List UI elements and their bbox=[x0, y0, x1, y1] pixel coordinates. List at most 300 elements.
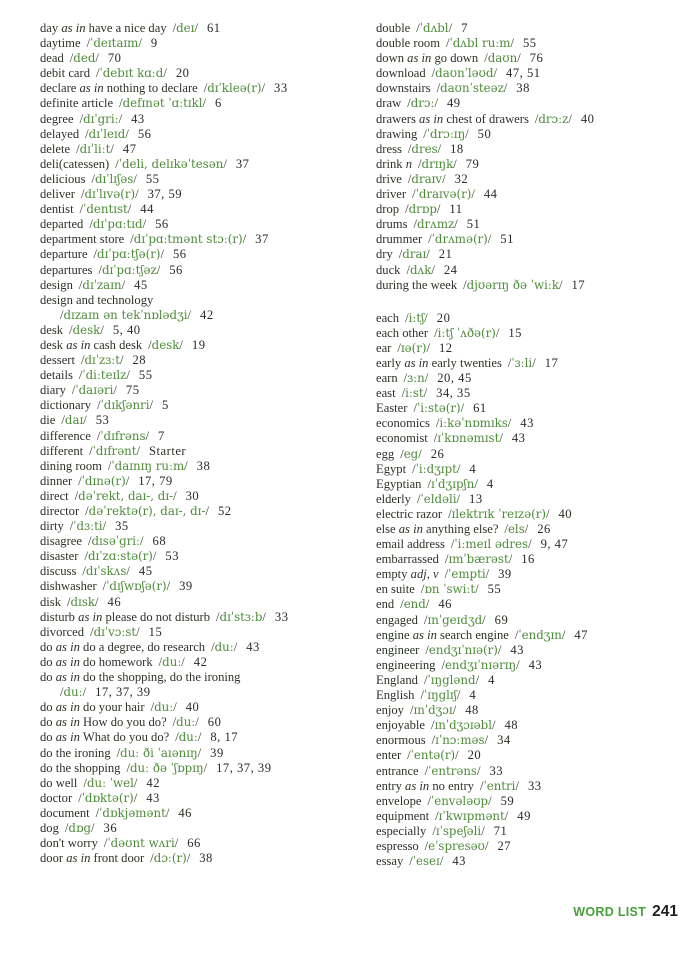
word-list-entry bbox=[376, 522, 692, 537]
entry-page-numbers: 43 bbox=[520, 416, 534, 431]
entry-word: desk bbox=[40, 322, 64, 337]
word-list-entry bbox=[376, 431, 692, 446]
entry-phonetic: /ded/ bbox=[69, 51, 99, 66]
word-list-entry bbox=[40, 489, 376, 504]
entry-word: dog bbox=[40, 820, 59, 835]
entry-word: electric razor bbox=[376, 506, 443, 521]
entry-page-numbers: 56 bbox=[137, 126, 152, 141]
entry-page-numbers: 60 bbox=[207, 715, 222, 730]
word-list-entry bbox=[40, 323, 376, 338]
entry-phonetic: /draɪ/ bbox=[398, 247, 430, 262]
entry-page-numbers: 12 bbox=[438, 340, 453, 355]
entry-page-numbers: 4 bbox=[486, 476, 494, 491]
word-list-entry bbox=[376, 597, 692, 612]
word-list-column-right bbox=[376, 21, 692, 869]
word-list-entry bbox=[40, 398, 376, 413]
entry-word: each other bbox=[376, 325, 429, 340]
entry-phonetic: /desk/ bbox=[148, 337, 183, 352]
entry-word: envelope bbox=[376, 793, 422, 808]
entry-word: drums bbox=[376, 217, 408, 232]
entry-phonetic: /dɔː(r)/ bbox=[150, 851, 191, 866]
entry-word: design and technology bbox=[40, 292, 154, 307]
entry-page-numbers: 17, 37, 39 bbox=[216, 760, 272, 775]
entry-word: enjoy bbox=[376, 703, 404, 718]
word-list-entry bbox=[40, 263, 376, 278]
entry-page-numbers: 43 bbox=[452, 854, 466, 869]
entry-phonetic: /ˈdrɔːɪŋ/ bbox=[423, 126, 469, 141]
word-list-entry bbox=[376, 401, 692, 416]
word-list-entry bbox=[376, 202, 692, 217]
word-list-entry bbox=[40, 534, 376, 549]
entry-page-numbers: 39 bbox=[210, 745, 224, 760]
entry-page-numbers: 45 bbox=[138, 564, 153, 579]
word-list-entry bbox=[40, 383, 376, 398]
entry-page-numbers: 20 bbox=[175, 66, 190, 81]
word-list-entry bbox=[376, 263, 692, 278]
entry-page-numbers: 40 bbox=[185, 700, 200, 715]
entry-word: definite article bbox=[40, 96, 114, 111]
word-list-entry bbox=[40, 278, 376, 293]
word-list-entry bbox=[40, 670, 376, 700]
entry-page-numbers: 28 bbox=[132, 353, 147, 368]
entry-page-numbers: 46 bbox=[107, 594, 122, 609]
word-list-entry bbox=[376, 278, 692, 293]
entry-page-numbers: 17 bbox=[571, 277, 586, 292]
word-list-entry bbox=[376, 703, 692, 718]
entry-page-numbers: 51 bbox=[500, 232, 514, 247]
entry-page-numbers: 7 bbox=[158, 428, 165, 443]
word-list-entry bbox=[40, 549, 376, 564]
entry-phonetic: /dɪˈstɜːb/ bbox=[216, 609, 266, 624]
entry-word: delicious bbox=[40, 171, 86, 186]
entry-page-numbers: 61 bbox=[206, 21, 221, 35]
word-list-entry bbox=[376, 809, 692, 824]
entry-phonetic: /ˈdʌbl/ bbox=[416, 21, 453, 35]
entry-phonetic: /ɪˈspeʃəli/ bbox=[432, 823, 485, 838]
entry-word: do well bbox=[40, 775, 78, 790]
entry-word: declare as in nothing to declare bbox=[40, 81, 198, 96]
entry-page-numbers: 66 bbox=[187, 836, 201, 851]
entry-word: enjoyable bbox=[376, 718, 425, 733]
entry-phonetic: /eg/ bbox=[400, 446, 422, 461]
word-list-entry bbox=[376, 142, 692, 157]
entry-word: down as in go down bbox=[376, 51, 479, 66]
entry-word: doctor bbox=[40, 790, 73, 805]
entry-page-numbers: 36 bbox=[103, 820, 118, 835]
entry-word: drive bbox=[376, 171, 402, 186]
entry-phonetic: /dɪˈleɪd/ bbox=[85, 126, 129, 141]
entry-phonetic: /duː/ bbox=[172, 715, 199, 730]
word-list-entry bbox=[376, 36, 692, 51]
word-list-entry bbox=[376, 341, 692, 356]
entry-word: department store bbox=[40, 232, 125, 247]
entry-page-numbers: 43 bbox=[511, 431, 526, 446]
entry-phonetic: /ˈeldəli/ bbox=[416, 491, 461, 506]
entry-page-numbers: 42 bbox=[146, 775, 160, 790]
entry-phonetic: /draɪv/ bbox=[407, 171, 446, 186]
entry-page-numbers: 43 bbox=[528, 657, 543, 672]
entry-phonetic: /deɪ/ bbox=[172, 21, 198, 35]
entry-page-numbers: 44 bbox=[140, 202, 154, 217]
entry-phonetic: /endʒɪˈnɪərɪŋ/ bbox=[441, 657, 520, 672]
word-list-entry bbox=[40, 293, 376, 323]
entry-phonetic: /dɪˈkleə(r)/ bbox=[203, 81, 266, 96]
word-list-entry bbox=[40, 444, 376, 459]
entry-word: dress bbox=[376, 141, 402, 156]
entry-phonetic: /ˈdɒkjəmənt/ bbox=[95, 805, 170, 820]
entry-word: espresso bbox=[376, 838, 419, 853]
entry-phonetic: /iːtʃ ˈʌðə(r)/ bbox=[434, 325, 500, 340]
word-list-entry bbox=[376, 462, 692, 477]
entry-phonetic: /ˈdentɪst/ bbox=[79, 202, 132, 217]
entry-page-numbers: 13 bbox=[469, 491, 483, 506]
word-list-entry bbox=[376, 232, 692, 247]
entry-page-numbers: 30 bbox=[185, 488, 200, 503]
entry-page-numbers: 5 bbox=[161, 398, 169, 413]
entry-word: during the week bbox=[376, 277, 458, 292]
entry-word: do the shopping bbox=[40, 760, 121, 775]
word-list-entry bbox=[40, 459, 376, 474]
entry-word: economist bbox=[376, 431, 428, 446]
entry-phonetic: /iːst/ bbox=[401, 386, 428, 401]
entry-word: especially bbox=[376, 823, 427, 838]
entry-word: engaged bbox=[376, 612, 418, 627]
word-list-entry bbox=[40, 851, 376, 866]
entry-word: do as in How do you do? bbox=[40, 715, 167, 730]
entry-phonetic: /ˈdʌbl ruːm/ bbox=[446, 36, 514, 51]
entry-page-numbers: 56 bbox=[172, 247, 187, 262]
entry-page-numbers: 68 bbox=[152, 534, 167, 549]
entry-phonetic: /ˈɪŋglɪʃ/ bbox=[420, 688, 461, 703]
entry-page-numbers: 55 bbox=[145, 171, 160, 186]
entry-phonetic: /ɪnˈdʒɔɪ/ bbox=[409, 703, 457, 718]
word-list-entry bbox=[40, 172, 376, 187]
entry-phonetic: /ˈdɪfrənt/ bbox=[89, 443, 141, 458]
entry-page-numbers: 6 bbox=[215, 96, 222, 111]
entry-page-numbers: 32 bbox=[454, 171, 469, 186]
entry-phonetic: /dɪˈlɪʃəs/ bbox=[91, 171, 137, 186]
word-list-entry bbox=[376, 507, 692, 522]
word-list-entry bbox=[376, 326, 692, 341]
entry-word: dining room bbox=[40, 458, 102, 473]
entry-word: details bbox=[40, 368, 73, 383]
entry-phonetic: /duː/ bbox=[211, 639, 238, 654]
entry-word: dessert bbox=[40, 353, 75, 368]
entry-phonetic: /ɪnˈdʒɔɪəbl/ bbox=[430, 718, 496, 733]
entry-phonetic: /endʒɪˈnɪə(r)/ bbox=[425, 642, 502, 657]
entry-page-numbers: 20 bbox=[436, 310, 451, 325]
entry-page-numbers: 51 bbox=[466, 217, 481, 232]
entry-page-numbers: 15 bbox=[148, 624, 163, 639]
entry-phonetic: /dɪˈpɑːtʃəz/ bbox=[98, 262, 161, 277]
entry-phonetic: /dɒg/ bbox=[64, 820, 95, 835]
entry-word: disturb as in please do not disturb bbox=[40, 609, 211, 624]
entry-word: departed bbox=[40, 217, 84, 232]
entry-page-numbers: 55 bbox=[522, 36, 537, 51]
entry-page-numbers: 56 bbox=[169, 262, 183, 277]
entry-page-numbers: 75 bbox=[125, 383, 140, 398]
entry-phonetic: /ˈenvələʊp/ bbox=[427, 793, 492, 808]
entry-phonetic: /dəˈrekt, daɪ-, dɪ-/ bbox=[74, 488, 177, 503]
entry-phonetic: /dɪˈskʌs/ bbox=[82, 564, 130, 579]
entry-page-numbers: 48 bbox=[504, 718, 519, 733]
entry-word: end bbox=[376, 597, 395, 612]
entry-word: debit card bbox=[40, 66, 90, 81]
entry-word: divorced bbox=[40, 624, 85, 639]
word-list-entry bbox=[40, 429, 376, 444]
entry-page-numbers: 24 bbox=[443, 262, 458, 277]
word-list-entry bbox=[40, 655, 376, 670]
entry-page-numbers: 47 bbox=[574, 627, 588, 642]
entry-word: dirty bbox=[40, 519, 64, 534]
word-list-columns bbox=[40, 21, 692, 869]
entry-page-numbers: 70 bbox=[107, 51, 122, 66]
word-list-entry bbox=[376, 127, 692, 142]
entry-phonetic: /ˈdaɪəri/ bbox=[71, 383, 117, 398]
word-list-entry bbox=[40, 730, 376, 745]
word-list-entry bbox=[376, 187, 692, 202]
entry-word: do the ironing bbox=[40, 745, 111, 760]
entry-word: drop bbox=[376, 202, 400, 217]
entry-page-numbers: 42 bbox=[193, 654, 208, 669]
entry-page-numbers: Starter bbox=[149, 443, 187, 458]
entry-phonetic: /drɪŋk/ bbox=[418, 156, 457, 171]
entry-word: don't worry bbox=[40, 836, 98, 851]
word-list-entry bbox=[40, 112, 376, 127]
entry-phonetic: /drɒp/ bbox=[405, 202, 441, 217]
entry-word: delete bbox=[40, 141, 71, 156]
entry-word: diary bbox=[40, 383, 66, 398]
entry-word: drink n bbox=[376, 156, 413, 171]
entry-page-numbers: 17 bbox=[544, 355, 559, 370]
word-list-entry bbox=[376, 839, 692, 854]
entry-page-numbers: 37 bbox=[255, 232, 269, 247]
entry-page-numbers: 37, 59 bbox=[147, 187, 183, 202]
entry-page-numbers: 21 bbox=[438, 247, 453, 262]
entry-page-numbers: 45 bbox=[134, 277, 148, 292]
entry-page-numbers: 34 bbox=[497, 733, 511, 748]
entry-word: essay bbox=[376, 854, 404, 869]
word-list-entry bbox=[376, 658, 692, 673]
entry-page-numbers: 17, 79 bbox=[138, 473, 173, 488]
word-list-entry bbox=[40, 761, 376, 776]
entry-page-numbers: 37 bbox=[235, 156, 250, 171]
entry-page-numbers: 55 bbox=[487, 582, 502, 597]
entry-page-numbers: 40 bbox=[558, 506, 573, 521]
entry-phonetic: /djʊərɪŋ ðə ˈwiːk/ bbox=[463, 277, 563, 292]
entry-page-numbers: 46 bbox=[178, 805, 192, 820]
entry-phonetic: /iːtʃ/ bbox=[405, 310, 428, 325]
entry-phonetic: /ˈdɒktə(r)/ bbox=[78, 790, 138, 805]
entry-phonetic: /dɪˈpɑːtʃə(r)/ bbox=[93, 247, 164, 262]
entry-word: departures bbox=[40, 262, 93, 277]
entry-phonetic: /daɪ/ bbox=[61, 413, 87, 428]
entry-page-numbers: 47, 51 bbox=[506, 66, 541, 81]
entry-phonetic: /ˈentə(r)/ bbox=[407, 748, 459, 763]
word-list-entry bbox=[40, 806, 376, 821]
entry-page-numbers: 33 bbox=[489, 763, 504, 778]
entry-word: email address bbox=[376, 537, 445, 552]
word-list-entry bbox=[376, 21, 692, 36]
entry-word: engineering bbox=[376, 657, 436, 672]
word-list-entry bbox=[376, 477, 692, 492]
entry-page-numbers: 33 bbox=[274, 81, 288, 96]
entry-word: day as in have a nice day bbox=[40, 21, 167, 35]
entry-page-numbers: 9 bbox=[150, 36, 158, 51]
entry-page-numbers: 11 bbox=[449, 202, 463, 217]
entry-phonetic: /duː/ bbox=[158, 654, 185, 669]
word-list-entry bbox=[40, 610, 376, 625]
word-list-entry bbox=[40, 127, 376, 142]
entry-page-numbers: 69 bbox=[494, 612, 509, 627]
entry-page-numbers: 27 bbox=[497, 838, 512, 853]
entry-word: downstairs bbox=[376, 81, 431, 96]
entry-phonetic: /dɪˈgriː/ bbox=[79, 111, 123, 126]
entry-phonetic: /ˈdraɪvə(r)/ bbox=[412, 187, 475, 202]
entry-page-numbers: 20 bbox=[467, 748, 482, 763]
entry-phonetic: /ˈdɪfrəns/ bbox=[96, 428, 150, 443]
word-list-entry bbox=[376, 247, 692, 262]
entry-page-numbers: 61 bbox=[473, 401, 487, 416]
entry-word: delayed bbox=[40, 126, 80, 141]
entry-word: degree bbox=[40, 111, 74, 126]
entry-phonetic: /ˈdeɪtaɪm/ bbox=[86, 36, 142, 51]
word-list-entry bbox=[40, 157, 376, 172]
word-list-entry bbox=[40, 36, 376, 51]
entry-phonetic: /ˈentrəns/ bbox=[424, 763, 481, 778]
word-list-entry bbox=[40, 21, 376, 36]
entry-word: different bbox=[40, 443, 84, 458]
entry-phonetic: /ˈdɪʃwɒʃə(r)/ bbox=[102, 579, 171, 594]
entry-word: download bbox=[376, 66, 426, 81]
word-list-entry bbox=[40, 202, 376, 217]
entry-phonetic: /ɪˈnɔːməs/ bbox=[431, 733, 489, 748]
entry-phonetic: /duː/ bbox=[175, 730, 202, 745]
word-list-entry bbox=[376, 673, 692, 688]
entry-phonetic: /ˈiːmeɪl ədres/ bbox=[450, 537, 532, 552]
entry-word: do as in do homework bbox=[40, 654, 153, 669]
entry-phonetic: /ˈdiːteɪlz/ bbox=[78, 368, 130, 383]
word-list-entry bbox=[376, 386, 692, 401]
entry-phonetic: /ˈendʒɪn/ bbox=[514, 627, 566, 642]
entry-word: do as in What do you do? bbox=[40, 730, 170, 745]
page-footer bbox=[573, 903, 678, 921]
entry-page-numbers: 9, 47 bbox=[540, 537, 569, 552]
entry-word: door as in front door bbox=[40, 851, 145, 866]
word-list-entry bbox=[376, 112, 692, 127]
entry-phonetic: /dɪsk/ bbox=[67, 594, 99, 609]
entry-word: desk as in cash desk bbox=[40, 337, 143, 352]
entry-page-numbers: 38 bbox=[199, 851, 213, 866]
entry-page-numbers: 33 bbox=[527, 778, 542, 793]
word-list-entry bbox=[376, 567, 692, 582]
word-list-entry bbox=[40, 217, 376, 232]
entry-word: dentist bbox=[40, 202, 74, 217]
entry-page-numbers: 59 bbox=[500, 793, 515, 808]
word-list-entry bbox=[40, 504, 376, 519]
word-list-entry bbox=[40, 413, 376, 428]
word-list-entry bbox=[40, 715, 376, 730]
entry-word: double room bbox=[376, 36, 441, 51]
entry-page-numbers: 48 bbox=[465, 703, 479, 718]
entry-word: design bbox=[40, 277, 73, 292]
word-list-entry bbox=[40, 640, 376, 655]
entry-word: else as in anything else? bbox=[376, 522, 499, 536]
entry-word: disagree bbox=[40, 534, 82, 549]
word-list-entry bbox=[376, 688, 692, 703]
entry-word: dictionary bbox=[40, 398, 92, 413]
entry-phonetic: /drʌmz/ bbox=[413, 217, 458, 232]
entry-word: departure bbox=[40, 247, 88, 262]
entry-page-numbers: 7 bbox=[461, 21, 468, 35]
entry-page-numbers: 47 bbox=[122, 141, 137, 156]
entry-phonetic: /iːkəˈnɒmɪks/ bbox=[435, 416, 512, 431]
footer-word-list-label: WORD LIST bbox=[573, 905, 647, 919]
entry-phonetic: /ˈempti/ bbox=[444, 567, 490, 582]
entry-word: drawers as in chest of drawers bbox=[376, 111, 529, 126]
word-list-entry bbox=[40, 187, 376, 202]
entry-word: deli(catessen) bbox=[40, 156, 110, 171]
word-list-entry bbox=[376, 779, 692, 794]
word-list-entry bbox=[376, 628, 692, 643]
entry-phonetic: /daʊnˈsteəz/ bbox=[436, 81, 508, 96]
word-list-entry bbox=[40, 836, 376, 851]
entry-page-numbers: 49 bbox=[517, 808, 531, 823]
entry-page-numbers: 39 bbox=[498, 567, 512, 582]
word-list-entry bbox=[40, 368, 376, 383]
entry-word: duck bbox=[376, 262, 401, 277]
word-list-entry bbox=[40, 595, 376, 610]
word-list-entry bbox=[40, 625, 376, 640]
entry-page-numbers: 26 bbox=[537, 522, 551, 536]
entry-page-numbers: 26 bbox=[430, 446, 445, 461]
entry-word: empty adj, v bbox=[376, 567, 439, 582]
entry-phonetic: /dəˈrektə(r), daɪ-, dɪ-/ bbox=[85, 504, 209, 518]
entry-phonetic: /ˈiːstə(r)/ bbox=[413, 401, 465, 416]
word-list-entry bbox=[376, 157, 692, 172]
word-list-entry bbox=[376, 613, 692, 628]
entry-page-numbers: 5, 40 bbox=[112, 322, 141, 337]
word-list-entry bbox=[376, 311, 692, 326]
entry-phonetic: /dɪˈvɔːst/ bbox=[90, 624, 140, 639]
entry-page-numbers: 43 bbox=[246, 639, 260, 654]
entry-page-numbers: 4 bbox=[488, 672, 495, 687]
entry-phonetic: /duː/ bbox=[60, 685, 87, 700]
word-list-entry bbox=[40, 519, 376, 534]
entry-page-numbers: 44 bbox=[483, 187, 498, 202]
entry-word: disk bbox=[40, 594, 61, 609]
word-list-entry bbox=[40, 96, 376, 111]
entry-word: ear bbox=[376, 340, 392, 355]
word-list-entry bbox=[376, 172, 692, 187]
entry-phonetic: /dɪˈzɑːstə(r)/ bbox=[84, 549, 157, 564]
word-list-entry bbox=[376, 96, 692, 111]
word-list-entry bbox=[376, 66, 692, 81]
entry-phonetic: /dʌk/ bbox=[406, 262, 435, 277]
entry-phonetic: /ɜːn/ bbox=[403, 371, 429, 386]
word-list-entry bbox=[376, 356, 692, 371]
word-list-entry bbox=[40, 474, 376, 489]
entry-phonetic: /dɪsəˈgriː/ bbox=[87, 534, 144, 549]
entry-word: daytime bbox=[40, 36, 81, 51]
entry-word: economics bbox=[376, 416, 430, 431]
word-list-entry bbox=[376, 733, 692, 748]
entry-word: earn bbox=[376, 371, 398, 386]
entry-page-numbers: 40 bbox=[580, 111, 595, 126]
entry-page-numbers: 8, 17 bbox=[210, 730, 239, 745]
word-list-entry bbox=[40, 776, 376, 791]
entry-phonetic: /daʊnˈləʊd/ bbox=[431, 66, 498, 81]
